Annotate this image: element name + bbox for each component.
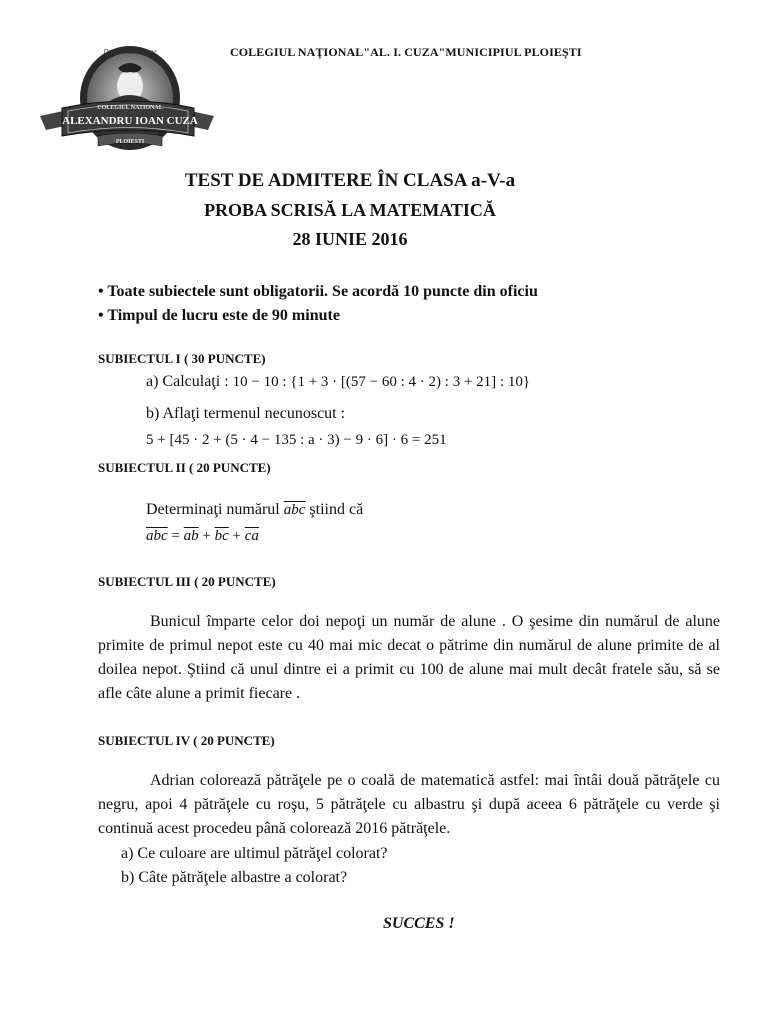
subject-3-heading: SUBIECTUL III ( 20 PUNCTE)	[98, 574, 276, 589]
eq-ab: $\overline{ab}$	[183, 528, 199, 544]
statement-text: Determinaţi numărul	[146, 501, 284, 518]
statement-text-end: ştiind că	[305, 501, 364, 518]
eq-bc: $\overline{bc}$	[214, 528, 229, 544]
eq-ca: $\overline{ca}$	[244, 528, 259, 544]
test-date: 28 IUNIE 2016	[292, 229, 408, 249]
subject-2-equation: $\overline{abc} = \overline{ab} + \overline{bc} + \overline{ca}$	[146, 528, 259, 544]
rule-mandatory: • Toate subiectele sunt obligatorii. Se acordă 10 puncte din oficiu	[98, 283, 538, 300]
subject-1-heading: SUBIECTUL I ( 30 PUNCTE)	[98, 351, 266, 366]
subject-2-statement	[146, 501, 363, 519]
closing-message: SUCCES !	[383, 915, 455, 932]
school-logo	[38, 44, 216, 160]
subject-1-question-b: b) Aflaţi termenul necunoscut :	[146, 405, 346, 422]
logo-banner-small: COLEGIUL NATIONAL	[97, 105, 163, 111]
subject-4-problem: Adrian colorează pătrăţele pe o coală de matematică astfel: mai întâi două pătrăţele cu negru, apoi 4 pătrăţele cu roşu, 5 pătrăţele cu albastru şi după aceea 6 pătrăţele cu verde şi continuă acest procedeu până colorează 2016 pătrăţele.	[98, 772, 720, 837]
question-a-label: a) Calculaţi :	[146, 373, 233, 390]
test-subtitle: PROBA SCRISĂ LA MATEMATICĂ	[204, 200, 496, 220]
school-name: COLEGIUL NAŢIONAL"AL. I. CUZA"MUNICIPIUL PLOIEŞTI	[230, 45, 582, 59]
subject-4-question-a: a) Ce culoare are ultimul pătrăţel colorat?	[121, 845, 388, 862]
abc-number: $\overline{abc}$	[283, 502, 306, 518]
logo-top-text: Dulcedo Dirrumpe	[103, 48, 157, 56]
subject-3-problem: Bunicul împarte celor doi nepoţi un număr de alune . O şesime din numărul de alune primite de primul nepot este cu 40 mai mic decat o pătrime din numărul de alune primite de al doilea nepot. Ştiind că unul dintre ei a primit cu 100 de alune mai mult decât fratele său, să se afle câte alune a primit fiecare .	[98, 613, 720, 702]
subject-4-heading: SUBIECTUL IV ( 20 PUNCTE)	[98, 733, 275, 748]
logo-banner-city: PLOIESTI	[115, 139, 145, 145]
test-title: TEST DE ADMITERE ÎN CLASA a-V-a	[184, 170, 516, 191]
subject-1-question-a	[146, 373, 530, 391]
eq-abc: $\overline{abc}$	[146, 528, 168, 544]
subject-4-question-b: b) Câte pătrăţele albastre a colorat?	[121, 869, 348, 886]
subject-2-heading: SUBIECTUL II ( 20 PUNCTE)	[98, 460, 271, 475]
rule-time: • Timpul de lucru este de 90 minute	[98, 307, 340, 324]
question-a-expression: 10 − 10 : {1 + 3 · [(57 − 60 : 4 · 2) : 3 + 21] : 10}	[232, 374, 531, 390]
logo-banner-main: ALEXANDRU IOAN CUZA	[62, 115, 198, 127]
subject-1-equation: 5 + [45 · 2 + (5 · 4 − 135 : a · 3) − 9 · 6] · 6 = 251	[146, 432, 447, 448]
